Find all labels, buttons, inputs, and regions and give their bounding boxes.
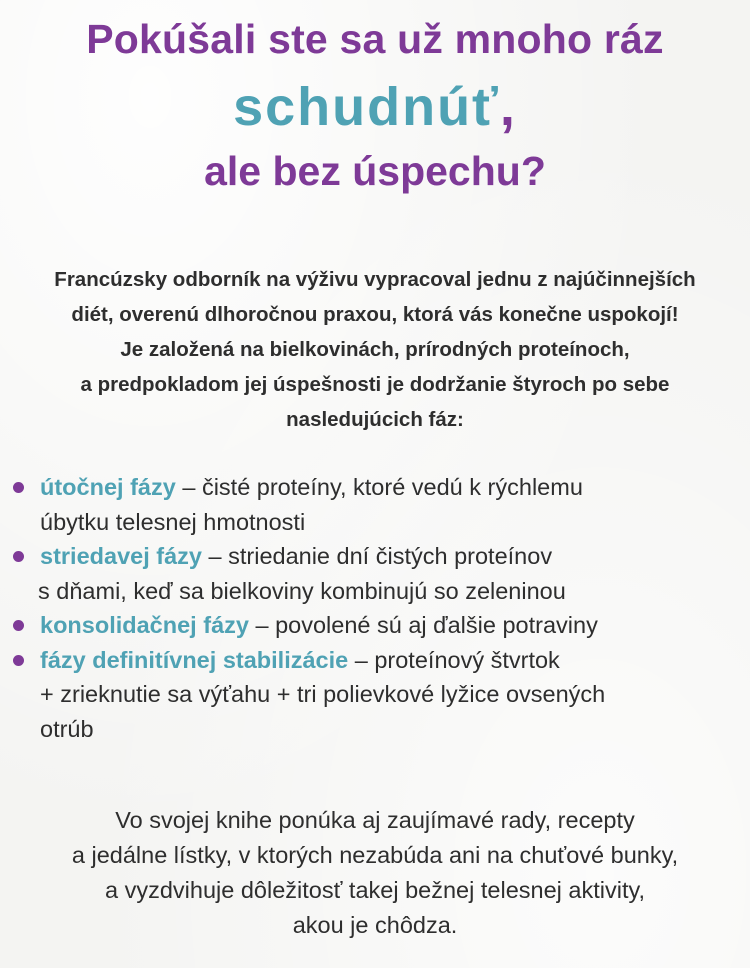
phase-term: striedavej fázy (40, 543, 202, 569)
headline-line-3: ale bez úspechu? (204, 148, 546, 194)
intro-line: a predpokladom jej úspešnosti je dodržanie štyroch po sebe (80, 373, 670, 396)
phase-line (40, 539, 750, 574)
intro-line: nasledujúcich fáz: (286, 408, 464, 431)
phase-item-attack (0, 470, 750, 539)
phase-line: úbytku telesnej hmotnosti (40, 508, 306, 535)
intro-line: Je založená na bielkovinách, prírodných proteínoch, (120, 338, 630, 361)
phase-text: – čisté proteíny, ktoré vedú k rýchlemu (175, 474, 583, 500)
phase-text: – striedanie dní čistých proteínov (201, 543, 553, 569)
outro-line: akou je chôdza. (292, 912, 458, 938)
outro-line: Vo svojej knihe ponúka aj zaujímavé rady, recepty (115, 807, 635, 833)
phase-line: + zrieknutie sa výťahu + tri polievkové lyžice ovsených (40, 681, 606, 707)
phase-term: konsolidačnej fázy (40, 612, 249, 638)
bullet-dot-icon (13, 482, 24, 493)
headline-line-2 (0, 76, 750, 138)
phase-line: s dňami, keď sa bielkoviny kombinujú so zeleninou (38, 577, 566, 604)
phase-item-consolidation (0, 608, 750, 643)
bullet-dot-icon (13, 551, 24, 562)
outro-line: a jedálne lístky, v ktorých nezabúda ani na chuťové bunky, (71, 842, 679, 868)
phase-text: – proteínový štvrtok (348, 646, 560, 673)
intro-line: Francúzsky odborník na výživu vypracoval jednu z najúčinnejších (54, 268, 696, 291)
phase-term: útočnej fázy (40, 474, 176, 500)
phase-item-alternating (0, 539, 750, 608)
headline-keyword: schudnúť (233, 77, 500, 137)
bullet-dot-icon (13, 620, 24, 631)
phase-item-stabilization (0, 643, 750, 747)
phase-line (40, 470, 750, 505)
outro-paragraph (0, 803, 750, 943)
intro-paragraph (0, 262, 750, 437)
phase-line (40, 643, 750, 678)
headline-line-1: Pokúšali ste sa už mnoho ráz (86, 16, 664, 62)
phase-term: fázy definitívnej stabilizácie (40, 646, 349, 673)
intro-line: diét, overenú dlhoročnou praxou, ktorá vás konečne uspokojí! (71, 303, 679, 326)
phase-line: otrúb (40, 715, 94, 742)
phase-list (0, 470, 750, 746)
bullet-dot-icon (13, 655, 24, 666)
outro-line: a vyzdvihuje dôležitosť takej bežnej telesnej aktivity, (104, 877, 646, 903)
phase-line (40, 608, 750, 643)
headline-comma: , (499, 77, 517, 137)
phase-text: – povolené sú aj ďalšie potraviny (248, 612, 598, 638)
